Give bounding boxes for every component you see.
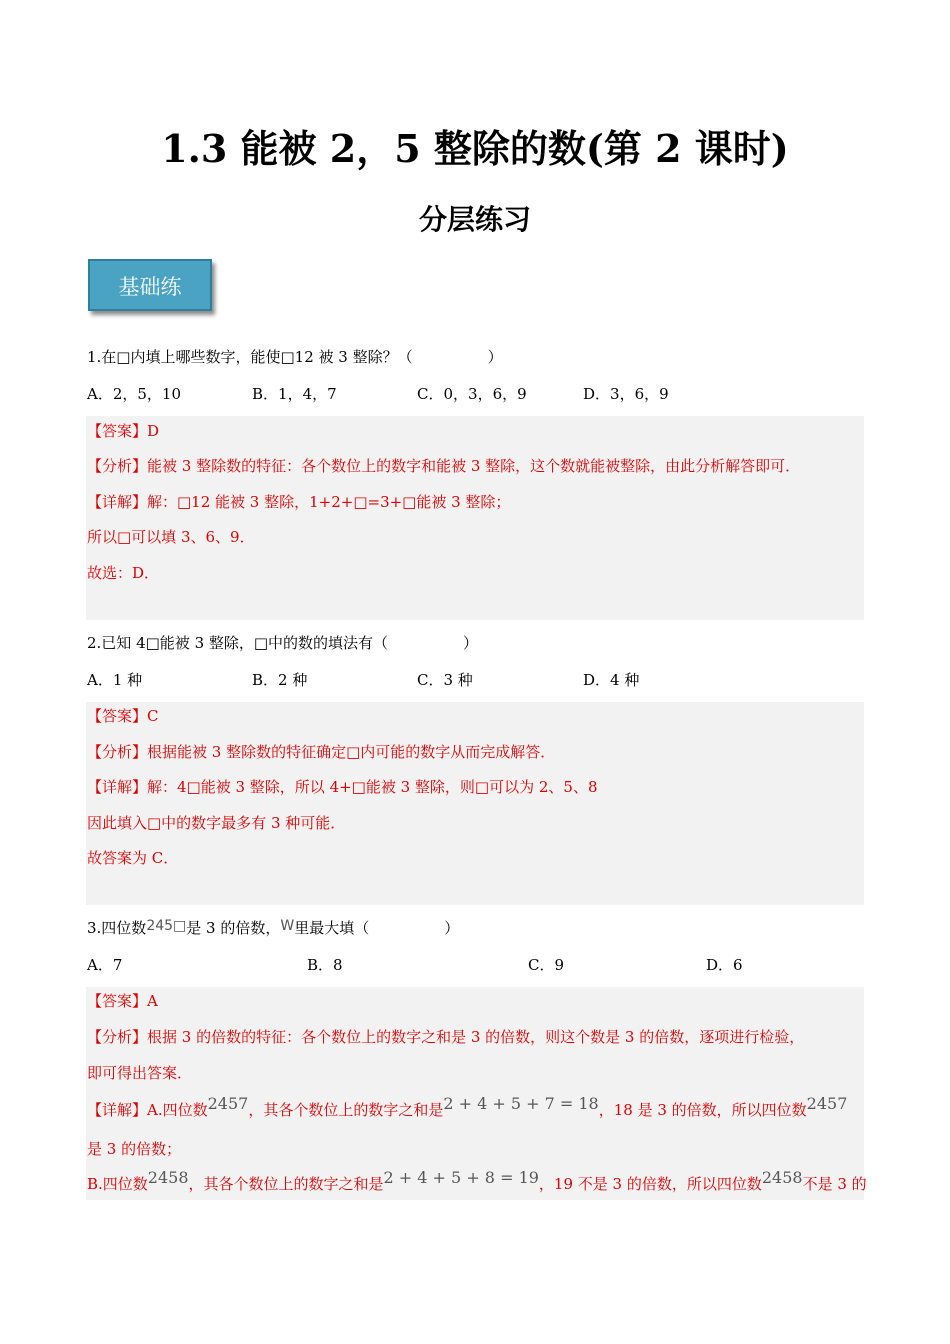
q2-answer: 【答案】C: [87, 707, 159, 725]
q3-detail-a-number2: 2457: [806, 1094, 848, 1113]
q3-analysis-line2: 即可得出答案．: [87, 1064, 193, 1082]
q1-detail: 【详解】解：□12 能被 3 整除，1+2+□=3+□能被 3 整除；: [87, 493, 511, 511]
q2-detail: 【详解】解：4□能被 3 整除，所以 4+□能被 3 整除，则□可以为 2、5、8: [87, 778, 598, 796]
q3-detail-a-sum: 2 + 4 + 5 + 7 = 18: [443, 1094, 599, 1113]
q2-answer-box: [86, 702, 864, 905]
q2-detail-line2: 因此填入□中的数字最多有 3 种可能．: [87, 814, 346, 832]
q2-option-d: D．4 种: [583, 671, 640, 689]
q2-option-c: C．3 种: [417, 671, 473, 689]
q3-stem-number: 245□: [146, 918, 187, 934]
q1-option-d: D．3，6，9: [583, 385, 669, 403]
q1-option-c: C．0，3，6，9: [417, 385, 527, 403]
q3-detail-a: [87, 1094, 848, 1120]
q3-detail-a-mid: ，其各个数位上的数字之和是: [248, 1101, 444, 1119]
q3-option-a: A．7: [87, 956, 123, 974]
q3-option-d: D．6: [706, 956, 743, 974]
q1-stem: 1.在□内填上哪些数字，能使□12 被 3 整除？（ ）: [87, 348, 503, 366]
q3-detail-b-number2: 2458: [761, 1168, 803, 1187]
q3-stem-w: W: [280, 918, 295, 934]
q3-detail-b-end: 不是 3 的: [802, 1175, 867, 1193]
q3-detail-b-post: ，19 不是 3 的倍数，所以四位数: [538, 1175, 762, 1193]
section-badge: 基础练: [88, 259, 212, 311]
q3-detail-b-pre: B.四位数: [87, 1175, 148, 1193]
q3-stem-post: 里最大填（ ）: [294, 919, 460, 937]
q3-detail-b-sum: 2 + 4 + 5 + 8 = 19: [383, 1168, 539, 1187]
q3-detail-b: [87, 1168, 867, 1194]
q3-answer: 【答案】A: [87, 992, 158, 1010]
q3-detail-b-mid: ，其各个数位上的数字之和是: [188, 1175, 384, 1193]
q1-option-a: A．2，5，10: [87, 385, 182, 403]
q3-option-b: B．8: [307, 956, 343, 974]
q1-detail-line3: 故选：D．: [87, 564, 160, 582]
q3-stem-mid: 是 3 的倍数，: [186, 919, 281, 937]
q1-answer: 【答案】D: [87, 422, 160, 440]
page-subtitle: 分层练习: [418, 203, 531, 236]
q3-stem-pre: 3.四位数: [87, 919, 147, 937]
q2-option-b: B．2 种: [252, 671, 308, 689]
q3-option-c: C．9: [528, 956, 565, 974]
q3-detail-a-post: ，18 是 3 的倍数，所以四位数: [598, 1101, 807, 1119]
q3-detail-b-number: 2458: [147, 1168, 189, 1187]
q3-detail-a-pre: 【详解】A.四位数: [87, 1101, 208, 1119]
q3-analysis: 【分析】根据 3 的倍数的特征：各个数位上的数字之和是 3 的倍数，则这个数是 3 的倍数，逐项进行检验，: [87, 1028, 805, 1046]
q3-detail-a-end: 是 3 的倍数；: [87, 1140, 182, 1158]
q1-detail-line2: 所以□可以填 3、6、9．: [87, 528, 255, 546]
page-title: 1.3 能被 2，5 整除的数(第 2 课时): [161, 126, 789, 171]
q2-stem: 2.已知 4□能被 3 整除，□中的数的填法有（ ）: [87, 634, 479, 652]
q2-option-a: A．1 种: [87, 671, 143, 689]
q3-stem: [87, 918, 459, 939]
q2-analysis: 【分析】根据能被 3 整除数的特征确定□内可能的数字从而完成解答．: [87, 743, 556, 761]
q3-detail-a-number: 2457: [207, 1094, 249, 1113]
q1-analysis: 【分析】能被 3 整除数的特征：各个数位上的数字和能被 3 整除，这个数就能被整除，由此分析解答即可．: [87, 457, 801, 475]
q2-detail-line3: 故答案为 C．: [87, 849, 179, 867]
q1-option-b: B．1，4，7: [252, 385, 337, 403]
q1-answer-box: [86, 416, 864, 620]
